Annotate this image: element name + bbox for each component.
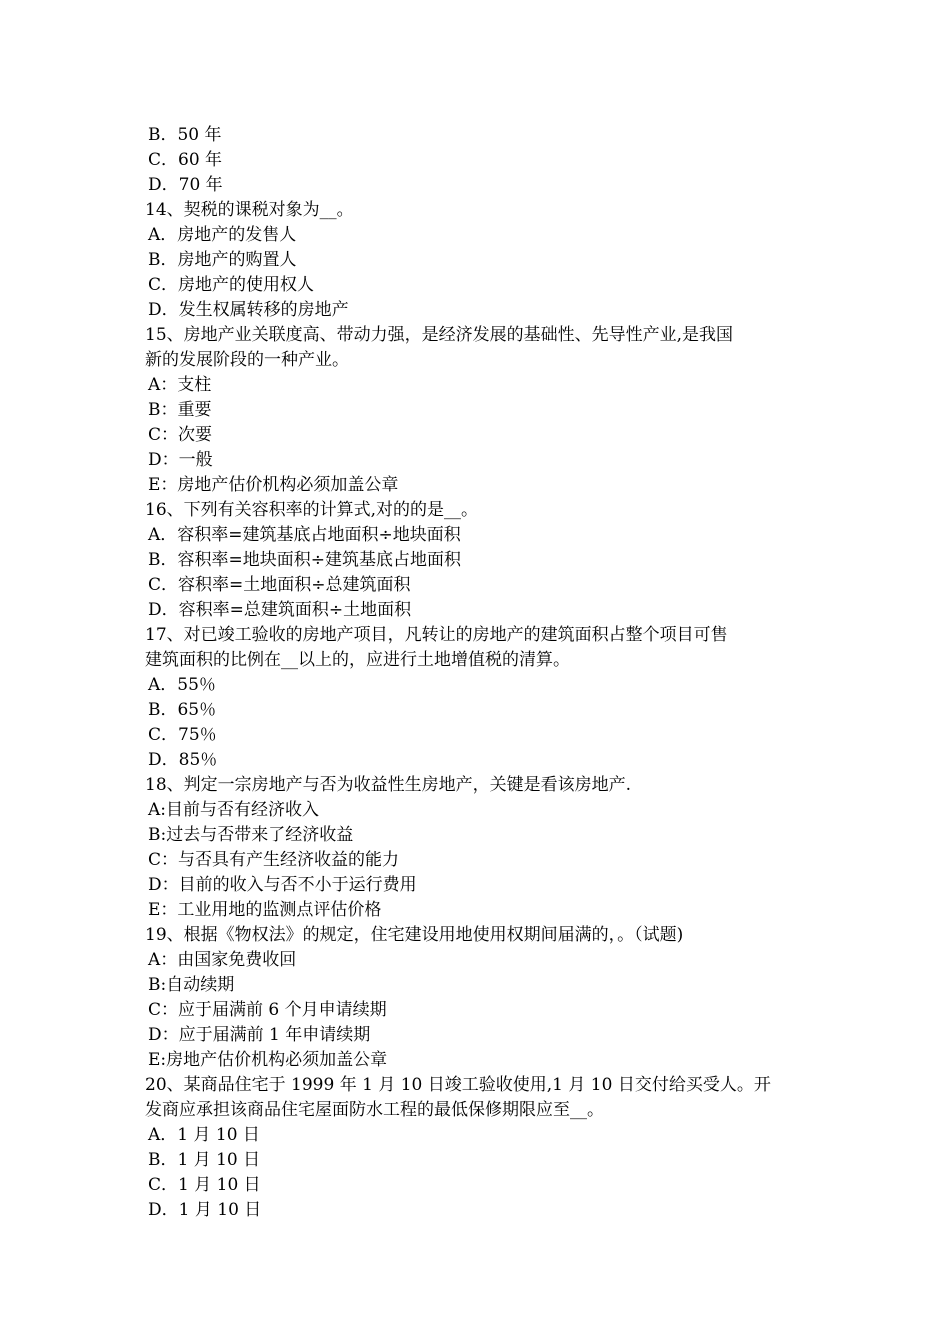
- question-line: 17、对已竣工验收的房地产项目，凡转让的房地产的建筑面积占整个项目可售: [145, 625, 728, 645]
- option-line: B:过去与否带来了经济收益: [148, 825, 354, 845]
- option-line: C．1 月 10 日: [148, 1175, 261, 1195]
- option-line: E：工业用地的监测点评估价格: [148, 900, 382, 920]
- question-line: 14、契税的课税对象为__。: [145, 200, 354, 220]
- option-line: D．85％: [148, 750, 218, 770]
- question-line: 18、判定一宗房地产与否为收益性生房地产，关键是看该房地产.: [145, 775, 632, 795]
- option-line: E：房地产估价机构必须加盖公章: [148, 475, 399, 495]
- option-line: D．1 月 10 日: [148, 1200, 262, 1220]
- option-line: B．1 月 10 日: [148, 1150, 261, 1170]
- option-line: A．1 月 10 日: [148, 1125, 260, 1145]
- option-line: C：应于届满前 6 个月申请续期: [148, 1000, 387, 1020]
- option-line: D．70 年: [148, 175, 223, 195]
- option-line: D：应于届满前 1 年申请续期: [148, 1025, 371, 1045]
- option-line: B．65％: [148, 700, 217, 720]
- option-line: A．房地产的发售人: [148, 225, 297, 245]
- option-line: B:自动续期: [148, 975, 235, 995]
- option-line: A:目前与否有经济收入: [148, 800, 320, 820]
- option-line: B．容积率=地块面积÷建筑基底占地面积: [148, 550, 461, 570]
- option-line: D：目前的收入与否不小于运行费用: [148, 875, 417, 895]
- question-line: 新的发展阶段的一种产业。: [145, 350, 349, 370]
- option-line: A：由国家免费收回: [148, 950, 297, 970]
- option-line: A．容积率=建筑基底占地面积÷地块面积: [148, 525, 461, 545]
- option-line: C：与否具有产生经济收益的能力: [148, 850, 400, 870]
- question-line: 16、下列有关容积率的计算式,对的的是__。: [145, 500, 479, 520]
- question-line: 15、房地产业关联度高、带动力强，是经济发展的基础性、先导性产业,是我国: [145, 325, 734, 345]
- question-line: 发商应承担该商品住宅屋面防水工程的最低保修期限应至__。: [145, 1100, 604, 1120]
- option-line: C．容积率=土地面积÷总建筑面积: [148, 575, 411, 595]
- option-line: D：一般: [148, 450, 213, 470]
- option-line: C．60 年: [148, 150, 223, 170]
- option-line: B．房地产的购置人: [148, 250, 297, 270]
- option-line: C．75％: [148, 725, 217, 745]
- option-line: B：重要: [148, 400, 212, 420]
- question-line: 20、某商品住宅于 1999 年 1 月 10 日竣工验收使用,1 月 10 日交付给买受人。开: [145, 1075, 771, 1095]
- document-page: [145, 123, 815, 1223]
- option-line: A：支柱: [148, 375, 212, 395]
- option-line: B．50 年: [148, 125, 222, 145]
- option-line: C：次要: [148, 425, 213, 445]
- option-line: C．房地产的使用权人: [148, 275, 315, 295]
- option-line: A．55％: [148, 675, 216, 695]
- option-line: E:房地产估价机构必须加盖公章: [148, 1050, 388, 1070]
- question-line: 建筑面积的比例在__以上的，应进行土地增值税的清算。: [145, 650, 570, 670]
- option-line: D．容积率=总建筑面积÷土地面积: [148, 600, 412, 620]
- question-line: 19、根据《物权法》的规定，住宅建设用地使用权期间届满的，。（试题): [145, 925, 684, 945]
- option-line: D．发生权属转移的房地产: [148, 300, 349, 320]
